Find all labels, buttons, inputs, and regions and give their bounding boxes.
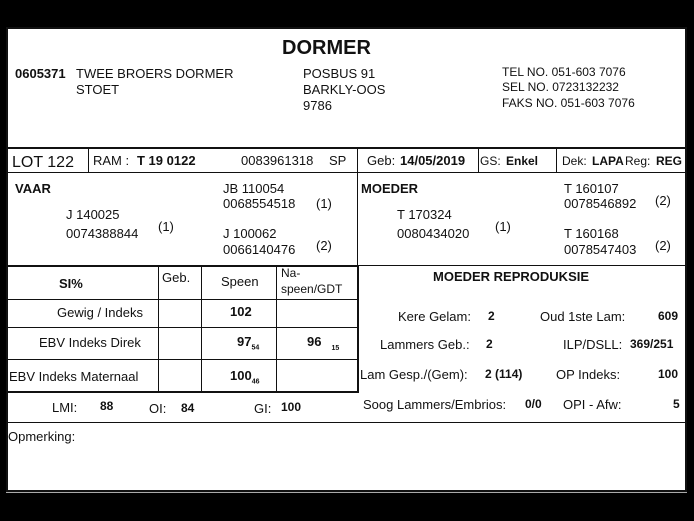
- row2-speen: [237, 335, 259, 352]
- divider: [8, 359, 357, 360]
- vaar-sire-no: 0074388844: [66, 226, 139, 241]
- vaar-sire-note: (1): [158, 219, 174, 234]
- col-si: SI%: [59, 276, 83, 291]
- reg-value: REG: [656, 154, 683, 168]
- vaar-top-no: 0068554518: [223, 196, 296, 211]
- moeder-label: MOEDER: [361, 181, 419, 196]
- vaar-top-note: (1): [316, 196, 332, 211]
- divider: [8, 422, 685, 423]
- dek-label: Dek:: [562, 154, 587, 168]
- row2-naspeen-value: 96: [307, 334, 322, 349]
- contact-faks: FAKS NO. 051-603 7076: [502, 96, 635, 110]
- gs-value: Enkel: [506, 154, 539, 168]
- moeder-bot-no: 0078547403: [564, 242, 637, 257]
- lot-label: LOT 122: [12, 154, 74, 171]
- lot-number: 0083961318: [241, 153, 314, 168]
- divider: [276, 265, 277, 391]
- divider: [8, 299, 357, 300]
- lmi-label: LMI:: [52, 400, 78, 415]
- opi-value: 5: [673, 397, 680, 411]
- moeder-bot-id: T 160168: [564, 226, 619, 241]
- breeder-id: 0605371: [15, 66, 66, 81]
- divider: [201, 265, 202, 391]
- lot-sp: SP: [329, 153, 347, 168]
- vaar-top-id: JB 110054: [223, 181, 285, 196]
- ilp-label: ILP/DSLL:: [563, 337, 623, 352]
- row3-speen-value: 100: [230, 368, 252, 383]
- ram-id: T 19 0122: [137, 153, 196, 168]
- soog-value: 0/0: [525, 397, 542, 411]
- soog-label: Soog Lammers/Embrios:: [363, 397, 507, 412]
- lammers-value: 2: [486, 337, 493, 351]
- gs-label: GS:: [480, 154, 501, 168]
- row2-label: EBV Indeks Direk: [39, 335, 141, 350]
- contact-sel: SEL NO. 0723132232: [502, 80, 619, 94]
- repro-title: MOEDER REPRODUKSIE: [433, 269, 590, 284]
- col-naspeen-2: speen/GDT: [281, 282, 343, 296]
- row3-speen: [230, 369, 260, 386]
- col-geb: Geb.: [162, 270, 191, 285]
- moeder-sire-note: (1): [495, 219, 511, 234]
- opi-label: OPI - Afw:: [563, 397, 622, 412]
- address-line1: POSBUS 91: [303, 66, 376, 81]
- moeder-sire-id: T 170324: [397, 207, 452, 222]
- moeder-top-note: (2): [655, 193, 671, 208]
- gesp-label: Lam Gesp./(Gem):: [360, 367, 468, 382]
- row2-naspeen-sub: 15: [331, 344, 340, 352]
- oud-value: 609: [658, 309, 679, 323]
- geb-label: Geb:: [367, 153, 396, 168]
- vaar-label: VAAR: [15, 181, 51, 196]
- divider: [357, 147, 358, 172]
- ram-label: RAM :: [93, 153, 130, 168]
- col-speen: Speen: [221, 274, 259, 289]
- row3-label: EBV Indeks Maternaal: [9, 369, 139, 384]
- moeder-top-id: T 160107: [564, 181, 619, 196]
- lot-card: [6, 27, 687, 492]
- divider: [478, 147, 479, 172]
- op-value: 100: [658, 367, 679, 381]
- gi-value: 100: [281, 400, 302, 414]
- row2-speen-sub: 54: [251, 344, 260, 352]
- divider: [8, 391, 358, 393]
- kere-value: 2: [488, 309, 495, 323]
- oud-label: Oud 1ste Lam:: [540, 309, 626, 324]
- gesp-value: 2 (114): [485, 367, 523, 381]
- divider: [357, 265, 359, 393]
- divider: [8, 327, 357, 328]
- breeder-name-line1: TWEE BROERS DORMER: [76, 66, 234, 81]
- ilp-value: 369/251: [630, 337, 674, 351]
- divider: [8, 265, 358, 267]
- oi-value: 84: [181, 401, 195, 415]
- address-line3: 9786: [303, 98, 332, 113]
- col-naspeen-1: Na-: [281, 266, 301, 280]
- reg-label: Reg:: [625, 154, 651, 168]
- moeder-sire-no: 0080434020: [397, 226, 470, 241]
- divider: [8, 172, 685, 173]
- op-label: OP Indeks:: [556, 367, 621, 382]
- address-line2: BARKLY-OOS: [303, 82, 386, 97]
- row1-label: Gewig / Indeks: [57, 305, 143, 320]
- page-title: DORMER: [282, 37, 371, 59]
- vaar-sire-id: J 140025: [66, 207, 120, 222]
- oi-label: OI:: [149, 401, 167, 416]
- vaar-bot-id: J 100062: [223, 226, 277, 241]
- divider: [8, 147, 685, 149]
- row1-speen: 102: [230, 304, 252, 319]
- divider: [358, 265, 685, 266]
- moeder-top-no: 0078546892: [564, 196, 637, 211]
- divider: [88, 147, 89, 172]
- dek-value: LAPA: [592, 154, 624, 168]
- lmi-value: 88: [100, 399, 114, 413]
- geb-date: 14/05/2019: [400, 153, 466, 168]
- gi-label: GI:: [254, 401, 272, 416]
- row2-naspeen: [307, 335, 339, 352]
- lammers-label: Lammers Geb.:: [380, 337, 470, 352]
- contact-tel: TEL NO. 051-603 7076: [502, 65, 626, 79]
- moeder-bot-note: (2): [655, 238, 671, 253]
- divider: [556, 147, 557, 172]
- divider: [158, 265, 159, 391]
- bottom-edge: [6, 492, 687, 493]
- vaar-bot-no: 0066140476: [223, 242, 296, 257]
- kere-label: Kere Gelam:: [398, 309, 471, 324]
- row3-speen-sub: 46: [251, 378, 260, 386]
- row2-speen-value: 97: [237, 334, 252, 349]
- breeder-name-line2: STOET: [76, 82, 120, 97]
- vaar-bot-note: (2): [316, 238, 332, 253]
- remark-label: Opmerking:: [8, 429, 76, 444]
